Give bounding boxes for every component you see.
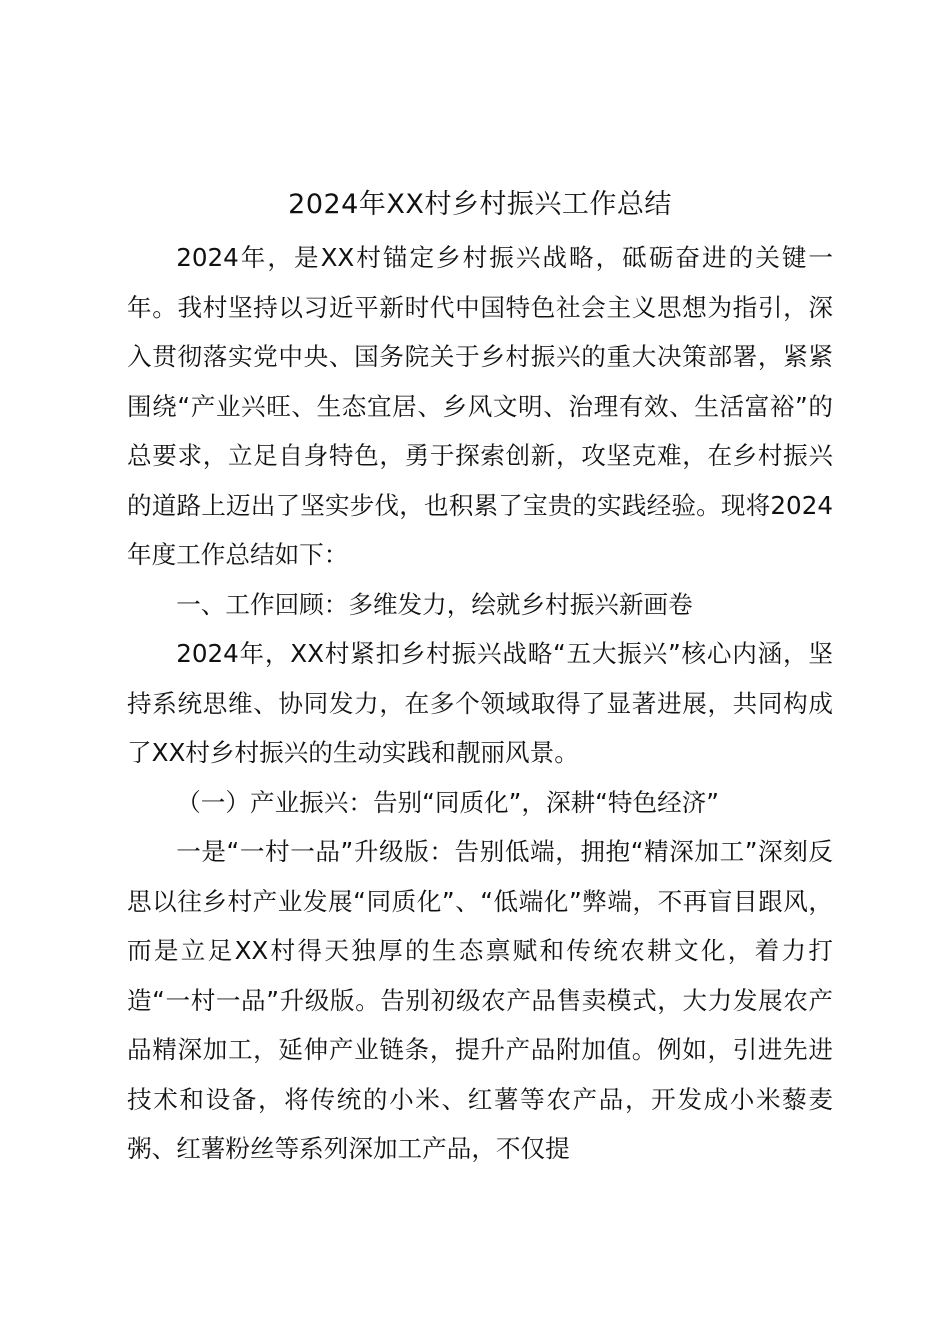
section-paragraph-work-review: 2024年，XX村紧扣乡村振兴战略“五大振兴”核心内涵，坚持系统思维、协同发力，在多个领域取得了显著进展，共同构成了XX村乡村振兴的生动实践和靓丽风景。 xyxy=(127,639,833,767)
document-body xyxy=(127,177,833,1174)
subsection-paragraph-industry: 一是“一村一品”升级版：告别低端，拥抱“精深加工”深刻反思以往乡村产业发展“同质化”、“低端化”弊端，不再盲目跟风，而是立足XX村得天独厚的生态禀赋和传统农耕文化，着力打造“一村一品”升级版。告别初级农产品售卖模式，大力发展农产品精深加工，延伸产业链条，提升产品附加值。例如，引进先进技术和设备，将传统的小米、红薯等农产品，开发成小米藜麦粥、红薯粉丝等系列深加工产品，不仅提 xyxy=(127,837,833,1163)
subsection-heading-industry: （一）产业振兴：告别“同质化”，深耕“特色经济” xyxy=(176,787,720,817)
section-heading-work-review: 一、工作回顾：多维发力，绘就乡村振兴新画卷 xyxy=(176,589,693,619)
intro-paragraph: 2024年，是XX村锚定乡村振兴战略，砥砺奋进的关键一年。我村坚持以习近平新时代中国特色社会主义思想为指引，深入贯彻落实党中央、国务院关于乡村振兴的重大决策部署，紧紧围绕“产业兴旺、生态宜居、乡风文明、治理有效、生活富裕”的总要求，立足自身特色，勇于探索创新，攻坚克难，在乡村振兴的道路上迈出了坚实步伐，也积累了宝贵的实践经验。现将2024年度工作总结如下： xyxy=(127,243,833,569)
document-title: 2024年XX村乡村振兴工作总结 xyxy=(288,189,672,220)
